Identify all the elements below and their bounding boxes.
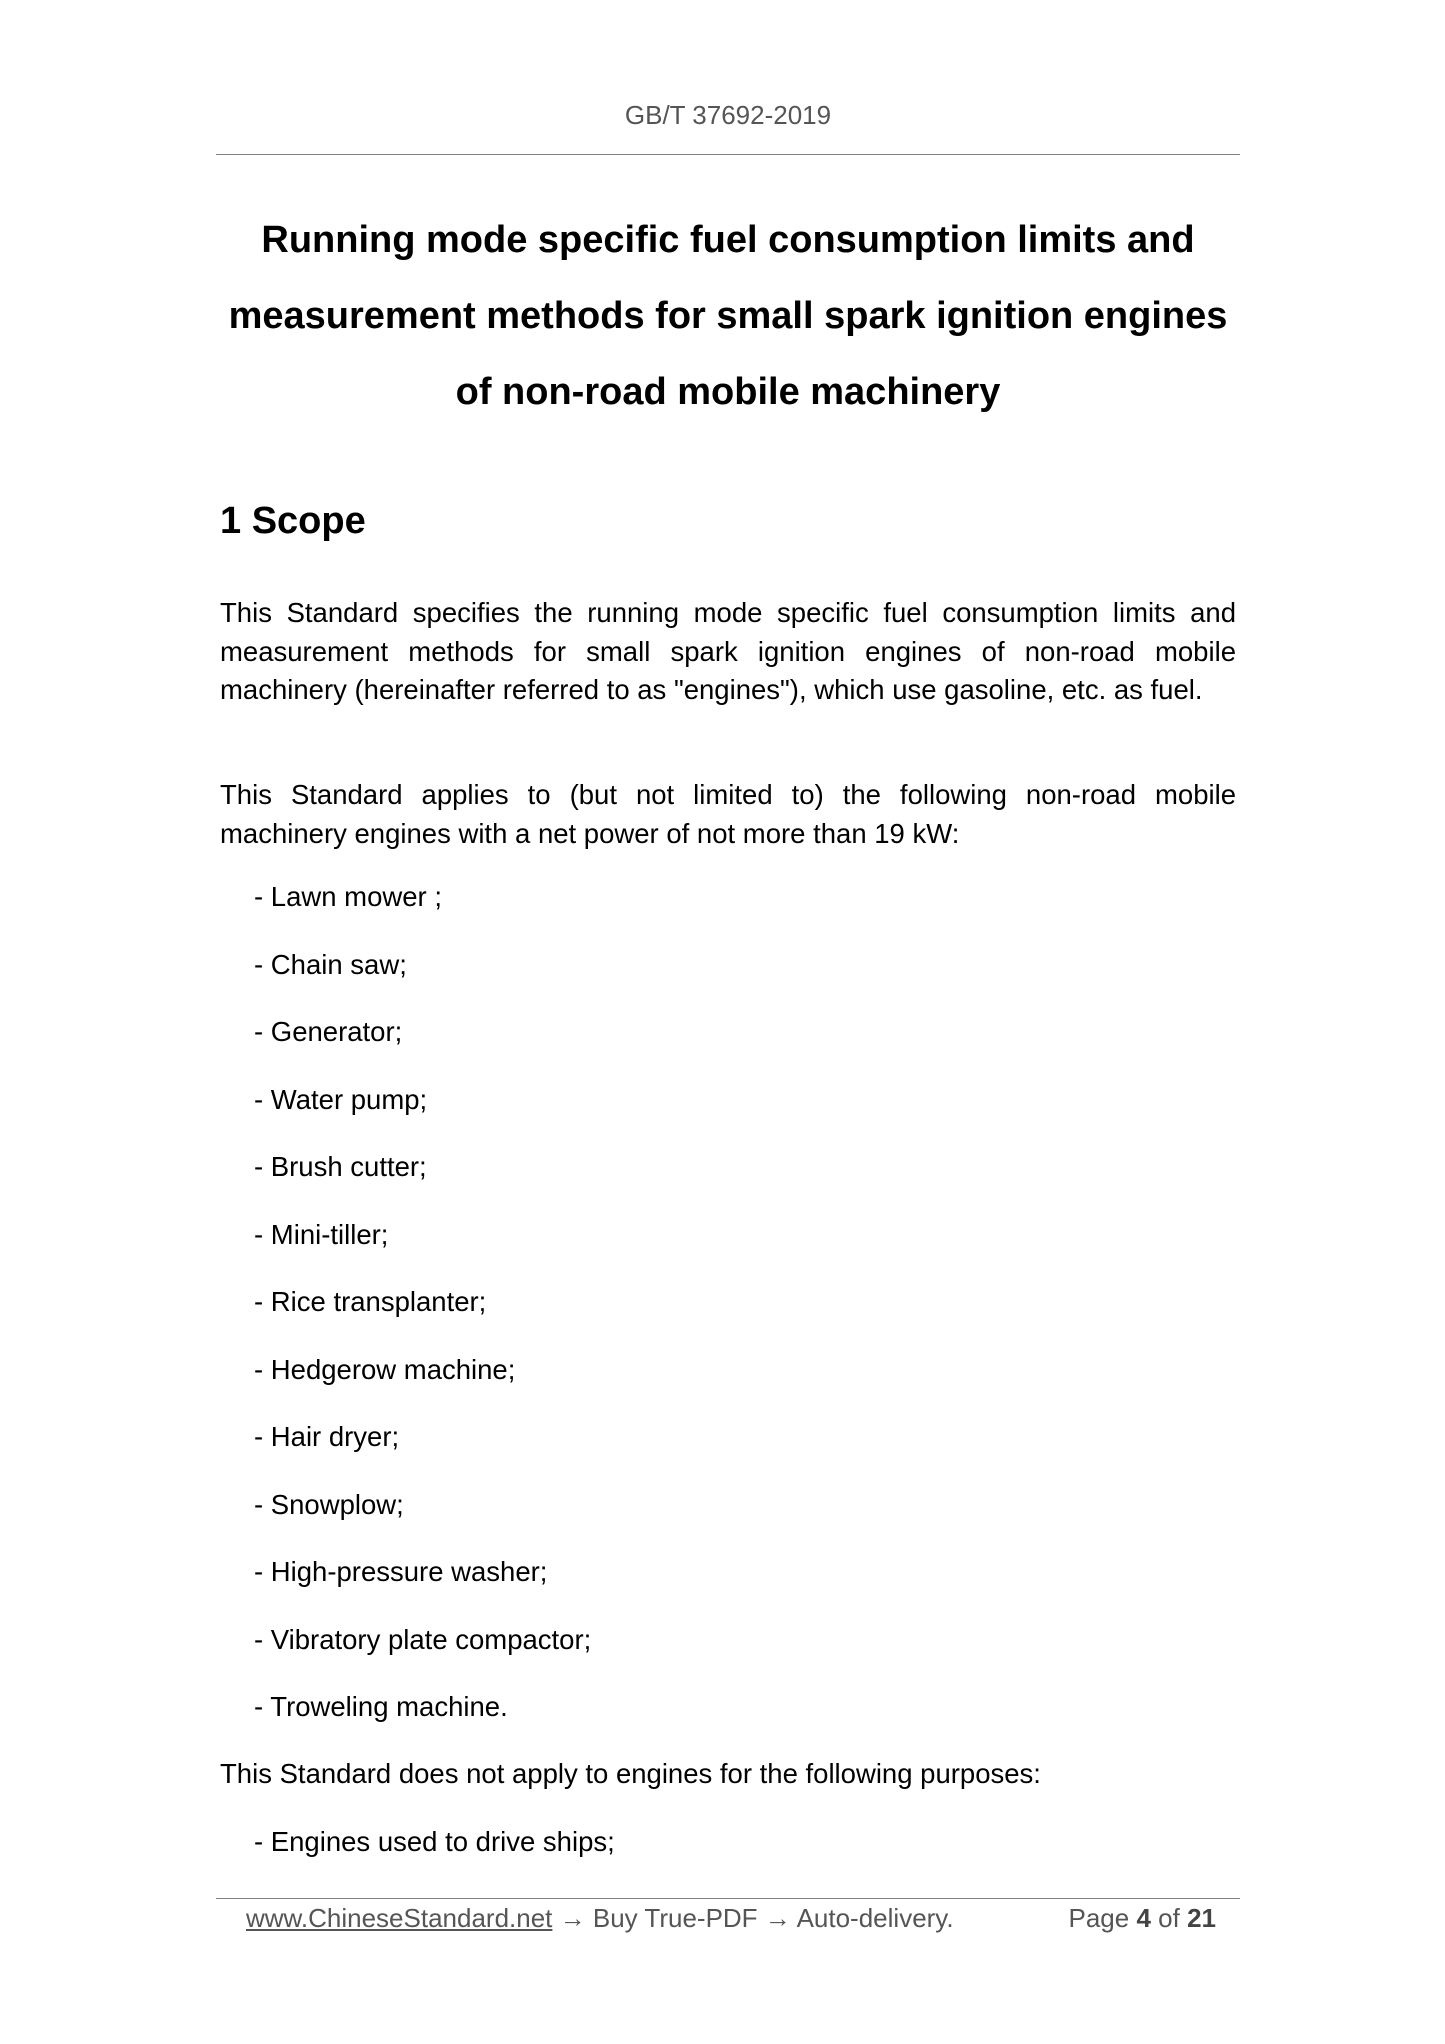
document-number-header: GB/T 37692-2019: [624, 100, 832, 130]
list-item: - Brush cutter;: [254, 1151, 427, 1182]
document-title: Running mode specific fuel consumption limits and measurement methods for small spark ignition engines of non-road mobile machinery: [228, 219, 1228, 413]
of-label: of: [1158, 1903, 1180, 1933]
applies-list: [254, 878, 591, 1756]
promo-text: → Buy True-PDF → Auto-delivery.: [552, 1903, 954, 1933]
page-indicator: [1068, 1903, 1216, 1934]
page-footer: [246, 1903, 1216, 1934]
list-item: - Vibratory plate compactor;: [254, 1623, 592, 1655]
list-item: - Generator;: [254, 1016, 403, 1047]
footer-divider: [216, 1898, 1240, 1899]
page-number: 4: [1136, 1903, 1151, 1933]
list-item: - Snowplow;: [254, 1488, 404, 1520]
scope-paragraph-1: This Standard specifies the running mode specific fuel consumption limits and measurement methods for small spark ignition engines of non-road mobile machinery (hereinafter referred to as "engines"), which use gasoline, etc. as fuel.: [220, 597, 1236, 705]
header-divider: [216, 154, 1240, 155]
website-link[interactable]: www.ChineseStandard.net: [246, 1903, 553, 1933]
list-item: - Water pump;: [254, 1083, 428, 1115]
list-item: - High-pressure washer;: [254, 1556, 548, 1587]
excludes-list: [254, 1823, 615, 1891]
footer-promo: [246, 1903, 954, 1934]
list-item: - Engines used to drive ships;: [254, 1826, 615, 1857]
page-total: 21: [1187, 1903, 1216, 1933]
scope-paragraph-3: This Standard does not apply to engines for the following purposes:: [220, 1758, 1041, 1789]
list-item: - Rice transplanter;: [254, 1286, 487, 1317]
page-label: Page: [1068, 1903, 1130, 1933]
list-item: - Hedgerow machine;: [254, 1353, 516, 1385]
list-item: - Mini-tiller;: [254, 1218, 389, 1250]
list-item: - Chain saw;: [254, 948, 407, 980]
scope-paragraph-2: This Standard applies to (but not limited to) the following non-road mobile machinery engines with a net power of not more than 19 kW:: [220, 779, 1236, 849]
list-item: - Hair dryer;: [254, 1421, 400, 1452]
list-item: - Lawn mower ;: [254, 881, 442, 912]
list-item: - Troweling machine.: [254, 1691, 508, 1722]
section-heading-scope: 1 Scope: [220, 500, 366, 542]
